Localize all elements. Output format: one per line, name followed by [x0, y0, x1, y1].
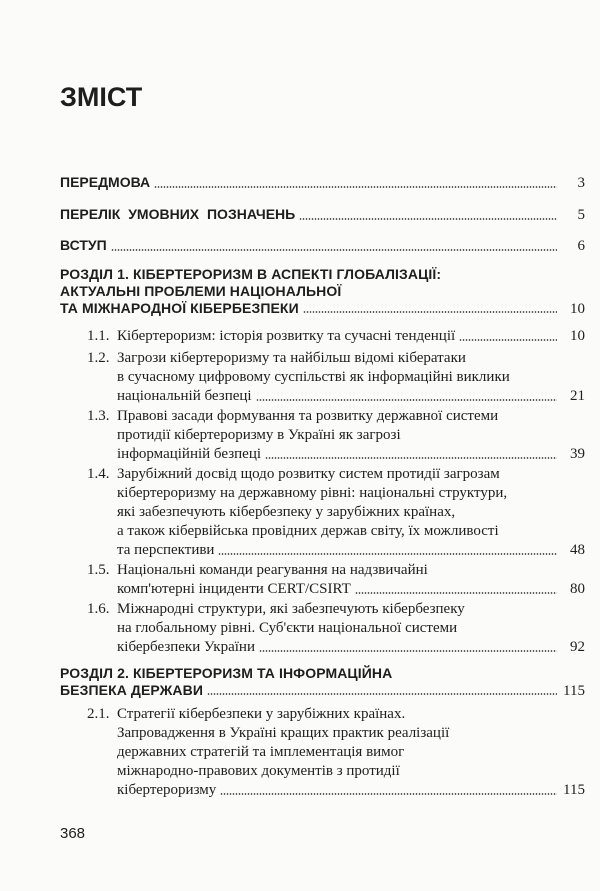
- leader-dots: [154, 185, 557, 189]
- subsection-title-line: Стратегії кібербезпеки у зарубіжних країнах.: [117, 706, 406, 722]
- subsection-title-line: в сучасному цифровому суспільстві як інформаційні виклики: [117, 369, 510, 385]
- subsection-title-line: Кібертероризм: історія розвитку та сучасні тенденції: [117, 328, 456, 344]
- leader-dots: [256, 398, 557, 402]
- subsection-title-line: Правові засади формування та розвитку державної системи: [117, 408, 499, 424]
- subsection-title-line: протидії кібертероризму в Україні як загрозі: [117, 427, 401, 443]
- toc-subsection-1-1[interactable]: [87, 327, 585, 346]
- page-title: ЗМІСТ: [60, 82, 143, 112]
- leader-dots: [111, 248, 557, 252]
- toc-chapter-1[interactable]: [60, 266, 585, 318]
- toc-entry-introduction[interactable]: [60, 236, 585, 256]
- subsection-number: 1.4.: [87, 466, 110, 482]
- subsection-title-line: національній безпеці: [117, 388, 252, 404]
- leader-dots: [299, 217, 557, 221]
- subsection-number: 1.1.: [87, 328, 110, 344]
- toc-entry-preface[interactable]: [60, 173, 585, 193]
- leader-dots: [459, 338, 557, 342]
- toc-subsection-2-1[interactable]: [87, 705, 585, 800]
- subsection-title-line: на глобальному рівні. Суб'єкти національної системи: [117, 620, 458, 636]
- toc-page-number: 115: [563, 782, 585, 798]
- chapter-title-line: АКТУАЛЬНІ ПРОБЛЕМИ НАЦІОНАЛЬНОЇ: [60, 283, 342, 299]
- subsection-title-line: а також кібервійська провідних держав світу, їх можливості: [117, 523, 499, 539]
- subsection-number: 1.3.: [87, 408, 110, 424]
- subsection-title-line: та перспективи: [117, 542, 215, 558]
- toc-chapter-2[interactable]: [60, 665, 585, 700]
- subsection-title-line: які забезпечують кібербезпеку у зарубіжних країнах,: [117, 504, 456, 520]
- toc-page-number: 39: [570, 446, 585, 462]
- toc-entry-label: ВСТУП: [60, 237, 107, 253]
- subsection-title-line: міжнародно-правових документів з протидії: [117, 763, 400, 779]
- subsection-title-line: державних стратегій та імплементація вимог: [117, 744, 405, 760]
- subsection-number: 2.1.: [87, 706, 110, 722]
- subsection-number: 1.5.: [87, 562, 110, 578]
- toc-page-number: 48: [570, 542, 585, 558]
- toc-subsection-1-3[interactable]: [87, 407, 585, 464]
- subsection-number: 1.6.: [87, 601, 110, 617]
- toc-page-number: 80: [570, 581, 585, 597]
- leader-dots: [355, 591, 557, 595]
- subsection-title-line: Зарубіжний досвід щодо розвитку систем протидії загрозам: [117, 466, 500, 482]
- subsection-title-line: комп'ютерні інциденти CERT/CSIRT: [117, 581, 351, 597]
- toc-page-number: 3: [577, 175, 585, 191]
- toc-page-number: 115: [563, 683, 585, 699]
- chapter-title-line: РОЗДІЛ 1. КІБЕРТЕРОРИЗМ В АСПЕКТІ ГЛОБАЛІЗАЦІЇ:: [60, 266, 442, 282]
- toc-page-number: 21: [570, 388, 585, 404]
- subsection-title-line: Загрози кібертероризму та найбільш відомі кібератаки: [117, 350, 466, 366]
- toc-subsection-1-4[interactable]: [87, 465, 585, 560]
- toc-subsection-1-6[interactable]: [87, 600, 585, 657]
- subsection-title-line: Міжнародні структури, які забезпечують кібербезпеку: [117, 601, 465, 617]
- chapter-title-line: РОЗДІЛ 2. КІБЕРТЕРОРИЗМ ТА ІНФОРМАЦІЙНА: [60, 665, 393, 681]
- leader-dots: [265, 456, 557, 460]
- toc-subsection-1-2[interactable]: [87, 349, 585, 406]
- page-number: 368: [60, 825, 86, 842]
- subsection-title-line: кібербезпеки України: [117, 639, 255, 655]
- subsection-title-line: кібертероризму: [117, 782, 217, 798]
- leader-dots: [207, 692, 557, 696]
- subsection-title-line: кібертероризму на державному рівні: національні структури,: [117, 485, 508, 501]
- leader-dots: [220, 792, 557, 796]
- toc-page-number: 6: [577, 238, 585, 254]
- toc-entry-label: ПЕРЕЛІК УМОВНИХ ПОЗНАЧЕНЬ: [60, 206, 296, 222]
- leader-dots: [303, 310, 557, 314]
- toc-page-number: 10: [570, 301, 585, 317]
- chapter-title-line: БЕЗПЕКА ДЕРЖАВИ: [60, 682, 204, 698]
- toc-page-number: 92: [570, 639, 585, 655]
- subsection-title-line: Національні команди реагування на надзвичайні: [117, 562, 428, 578]
- toc-entry-label: ПЕРЕДМОВА: [60, 174, 151, 190]
- subsection-number: 1.2.: [87, 350, 110, 366]
- leader-dots: [218, 552, 557, 556]
- toc-subsection-1-5[interactable]: [87, 561, 585, 599]
- toc-page-number: 5: [577, 207, 585, 223]
- chapter-title-line: ТА МІЖНАРОДНОЇ КІБЕРБЕЗПЕКИ: [60, 300, 299, 316]
- subsection-title-line: Запровадження в Україні кращих практик реалізації: [117, 725, 450, 741]
- toc-entry-abbreviations[interactable]: [60, 205, 585, 225]
- leader-dots: [259, 649, 557, 653]
- toc-page-number: 10: [570, 328, 585, 344]
- subsection-title-line: інформаційній безпеці: [117, 446, 262, 462]
